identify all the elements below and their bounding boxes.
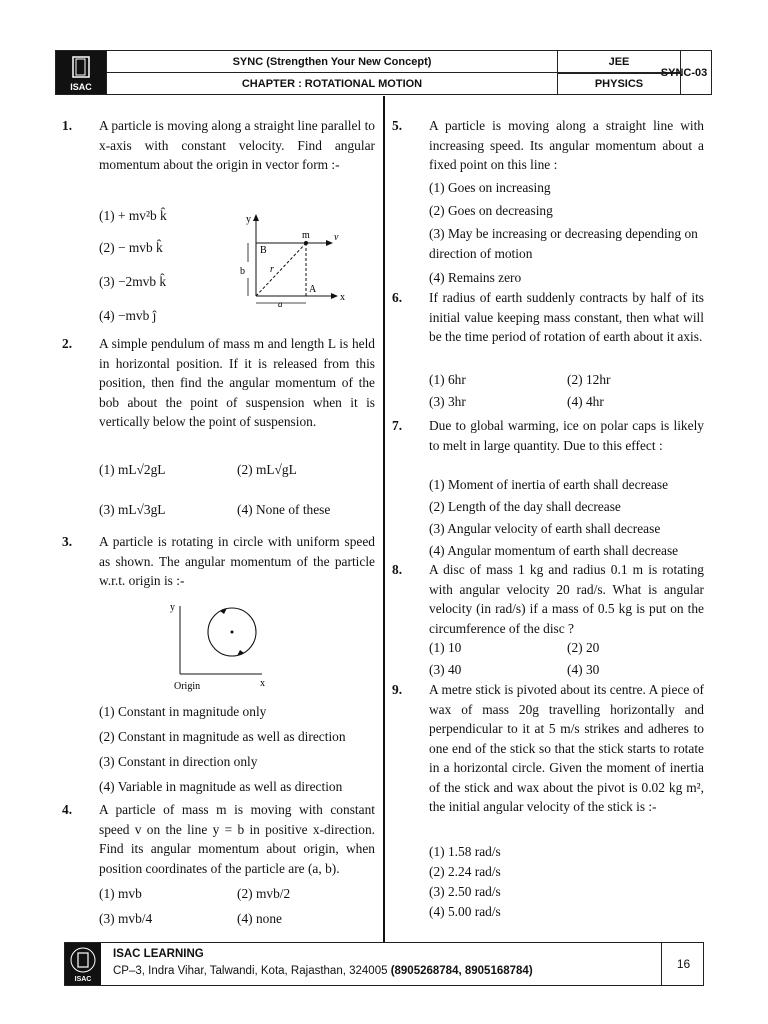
option: (1) mvb	[99, 886, 142, 901]
question-text: A particle of mass m is moving with constant speed v on the line y = b in positive x-direction. Find its angular momentum about origin, when position coordinates of the particle are (a, b).	[99, 802, 375, 876]
option: (4) 5.00 rad/s	[429, 904, 501, 919]
header-chapter: CHAPTER : ROTATIONAL MOTION	[106, 73, 557, 94]
fig1-a-label: a	[278, 299, 283, 308]
question-number: 6.	[392, 290, 403, 305]
option: (2) 2.24 rad/s	[429, 864, 501, 879]
footer-address: CP–3, Indra Vihar, Talwandi, Kota, Rajasthan, 324005	[113, 965, 388, 977]
question-text: A disc of mass 1 kg and radius 0.1 m is rotating with angular velocity 20 rad/s. What is angular velocity (in rad/s) if a mass of 0.5 kg is put on the circumference of the disc ?	[429, 562, 704, 636]
header-title: SYNC (Strengthen Your New Concept)	[106, 51, 557, 73]
option: (4) Remains zero	[429, 270, 522, 285]
footer-address-line	[113, 965, 533, 977]
footer-logo-text: ISAC	[74, 976, 92, 983]
page-number: 16	[661, 943, 705, 985]
column-divider	[383, 96, 385, 942]
question-number: 9.	[392, 682, 403, 697]
option: (4) 4hr	[567, 394, 604, 409]
option: (2) 20	[567, 640, 600, 655]
option: (4) Variable in magnitude as well as direction	[99, 779, 343, 794]
option: (2) Goes on decreasing	[429, 203, 553, 218]
option: (4) Angular momentum of earth shall decrease	[429, 543, 679, 558]
option: (2) Constant in magnitude as well as direction	[99, 729, 346, 744]
fig1-A-label: A	[309, 284, 317, 295]
header-code: SYNC-03	[660, 66, 708, 79]
question-text: A simple pendulum of mass m and length L is held in horizontal position. If it is released from this position, then find the angular momentum of the bob about the point of suspension when it is vertically below the point of suspension.	[99, 336, 375, 429]
option: (3) 2.50 rad/s	[429, 884, 501, 899]
option: (1) 6hr	[429, 372, 466, 387]
option: (1) 1.58 rad/s	[429, 844, 501, 859]
option: (1) Goes on increasing	[429, 180, 551, 195]
option: (4) 30	[567, 662, 600, 677]
question-number: 8.	[392, 562, 403, 577]
option: (3) May be increasing or decreasing depending on direction of motion	[429, 226, 698, 261]
option: (2) Length of the day shall decrease	[429, 499, 621, 514]
fig3-y-label: y	[170, 602, 175, 613]
question-number: 2.	[62, 336, 73, 351]
question-number: 5.	[392, 118, 403, 133]
logo-text: ISAC	[70, 82, 92, 92]
question-number: 4.	[62, 802, 73, 817]
option: (3) mvb/4	[99, 911, 153, 926]
option: (3) 3hr	[429, 394, 466, 409]
question-number: 3.	[62, 534, 73, 549]
question-text: Due to global warming, ice on polar caps is likely to melt in large quantity. Due to this effect :	[429, 418, 704, 453]
option: (3) 40	[429, 662, 462, 677]
fig1-m-label: m	[302, 230, 310, 241]
option: (1) 10	[429, 640, 462, 655]
header-subject: PHYSICS	[557, 73, 680, 94]
fig1-x-label: x	[340, 292, 345, 303]
option: (2) mvb/2	[237, 886, 291, 901]
fig3-x-label: x	[260, 678, 265, 689]
fig1-y-label: y	[246, 214, 251, 225]
question-text: A particle is moving along a straight line with increasing speed. Its angular momentum about a fixed point on this line :	[429, 118, 704, 172]
footer-logo	[65, 943, 101, 985]
page-header	[55, 50, 712, 95]
figure-3-diagram	[168, 596, 288, 694]
question-number: 7.	[392, 418, 403, 433]
option: (4) none	[237, 911, 282, 926]
question-text: A particle is moving along a straight line parallel to x-axis with constant velocity. Find angular momentum about the origin in vector form :-	[99, 118, 375, 172]
option: (3) −2mvb k̂	[99, 274, 167, 289]
footer-phones: (8905268784, 8905168784)	[390, 965, 533, 977]
option: (3) Constant in direction only	[99, 754, 258, 769]
fig3-origin-label: Origin	[174, 681, 201, 692]
option: (4) −mvb ĵ	[99, 308, 157, 323]
question-text: If radius of earth suddenly contracts by half of its initial value keeping mass constant, then what will be the time period of rotation of earth about it axis.	[429, 290, 704, 344]
option: (1) mL√2gL	[99, 462, 166, 477]
option: (1) + mv²b k̂	[99, 208, 167, 223]
header-exam: JEE	[557, 51, 680, 73]
option: (1) Moment of inertia of earth shall decrease	[429, 477, 669, 492]
question-number: 1.	[62, 118, 73, 133]
door-icon	[56, 51, 106, 81]
isac-logo	[56, 51, 106, 94]
option: (4) None of these	[237, 502, 331, 517]
option: (2) − mvb k̂	[99, 240, 163, 255]
footer-org: ISAC LEARNING	[113, 948, 204, 960]
page-footer	[64, 942, 704, 986]
figure-1-diagram	[234, 208, 352, 308]
option: (1) Constant in magnitude only	[99, 704, 267, 719]
option: (2) 12hr	[567, 372, 611, 387]
option: (2) mL√gL	[237, 462, 297, 477]
fig1-v-label: v	[334, 232, 339, 243]
fig1-r-label: r	[270, 264, 274, 275]
option: (3) Angular velocity of earth shall decrease	[429, 521, 661, 536]
fig1-B-label: B	[260, 245, 267, 256]
fig1-b-label: b	[240, 266, 245, 277]
question-text: A particle is rotating in circle with uniform speed as shown. The angular momentum of the particle w.r.t. origin is :-	[99, 534, 375, 588]
question-text: A metre stick is pivoted about its centre. A piece of wax of mass 20g travelling horizontally and perpendicular to it at 5 m/s strikes and adheres to one end of the stick so that the stick starts to rotate in a horizontal circle. Given the moment of inertia of the stick and wax about the pivot is 0.02 kg m², the initial angular velocity of the stick is :-	[429, 682, 704, 814]
option: (3) mL√3gL	[99, 502, 166, 517]
